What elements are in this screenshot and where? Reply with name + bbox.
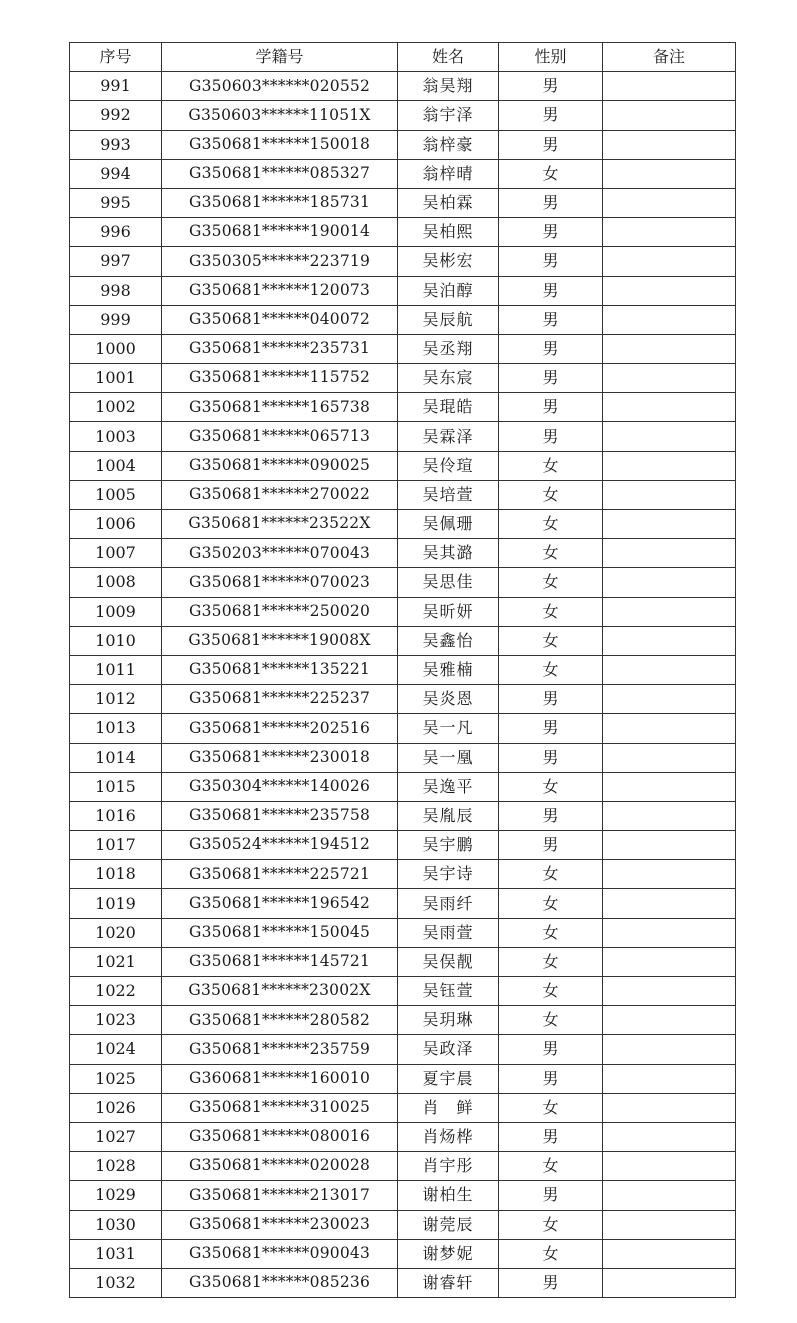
gender-cell: 女 [499,1093,603,1122]
student-id-cell: G350681******040072 [162,305,398,334]
remarks-cell [603,947,736,976]
gender-cell: 男 [499,1268,603,1297]
serial-number-cell: 1010 [70,626,162,655]
serial-number-cell: 1009 [70,597,162,626]
name-cell: 吴琨皓 [398,393,499,422]
name-cell: 吴雨纤 [398,889,499,918]
table-row [70,1064,736,1093]
gender-cell: 男 [499,1035,603,1064]
student-id-cell: G350681******225721 [162,860,398,889]
name-cell: 吴丞翔 [398,334,499,363]
student-id-cell: G350203******070043 [162,539,398,568]
gender-cell: 男 [499,72,603,101]
gender-cell: 女 [499,539,603,568]
serial-number-cell: 1022 [70,977,162,1006]
table-row [70,130,736,159]
serial-number-cell: 1025 [70,1064,162,1093]
table-row [70,655,736,684]
gender-cell: 女 [499,1239,603,1268]
table-row [70,568,736,597]
remarks-cell [603,247,736,276]
remarks-cell [603,159,736,188]
gender-cell: 女 [499,510,603,539]
serial-number-cell: 1021 [70,947,162,976]
gender-cell: 男 [499,422,603,451]
gender-cell: 男 [499,1122,603,1151]
remarks-cell [603,276,736,305]
table-row [70,860,736,889]
gender-cell: 男 [499,393,603,422]
gender-cell: 女 [499,977,603,1006]
serial-number-cell: 1031 [70,1239,162,1268]
remarks-cell [603,1122,736,1151]
table-row [70,918,736,947]
serial-number-cell: 1030 [70,1210,162,1239]
student-id-cell: G350681******235731 [162,334,398,363]
table-row [70,305,736,334]
student-id-cell: G350681******310025 [162,1093,398,1122]
remarks-cell [603,1006,736,1035]
student-id-cell: G350681******145721 [162,947,398,976]
table-body [70,72,736,1298]
remarks-cell [603,977,736,1006]
remarks-cell [603,393,736,422]
table-row [70,422,736,451]
table-row [70,72,736,101]
gender-cell: 男 [499,247,603,276]
name-cell: 肖 鲜 [398,1093,499,1122]
serial-number-cell: 993 [70,130,162,159]
remarks-cell [603,101,736,130]
gender-cell: 女 [499,918,603,947]
serial-number-cell: 1028 [70,1152,162,1181]
table-row [70,480,736,509]
student-id-cell: G350681******135221 [162,655,398,684]
remarks-cell [603,422,736,451]
student-id-cell: G350681******230018 [162,743,398,772]
remarks-cell [603,1093,736,1122]
name-cell: 吴东宸 [398,364,499,393]
serial-number-cell: 1005 [70,480,162,509]
remarks-cell [603,218,736,247]
student-id-cell: G350681******202516 [162,714,398,743]
serial-number-cell: 992 [70,101,162,130]
table-row [70,218,736,247]
remarks-cell [603,626,736,655]
remarks-cell [603,1035,736,1064]
table-row [70,1093,736,1122]
name-cell: 翁昊翔 [398,72,499,101]
student-id-cell: G360681******160010 [162,1064,398,1093]
name-cell: 翁梓晴 [398,159,499,188]
table-row [70,947,736,976]
name-cell: 吴俣靓 [398,947,499,976]
name-cell: 吴宇鹏 [398,831,499,860]
table-row [70,1152,736,1181]
name-cell: 吴彬宏 [398,247,499,276]
student-id-cell: G350681******230023 [162,1210,398,1239]
student-id-cell: G350681******090043 [162,1239,398,1268]
name-cell: 肖炀桦 [398,1122,499,1151]
serial-number-cell: 991 [70,72,162,101]
serial-number-cell: 1015 [70,772,162,801]
gender-cell: 女 [499,1006,603,1035]
table-row [70,510,736,539]
student-id-cell: G350681******280582 [162,1006,398,1035]
student-id-cell: G350524******194512 [162,831,398,860]
name-cell: 翁宇泽 [398,101,499,130]
name-cell: 谢梦妮 [398,1239,499,1268]
gender-cell: 男 [499,1064,603,1093]
remarks-cell [603,510,736,539]
student-id-cell: G350681******085236 [162,1268,398,1297]
serial-number-cell: 1001 [70,364,162,393]
remarks-cell [603,1181,736,1210]
table-row [70,1035,736,1064]
table-row [70,626,736,655]
name-cell: 吴霖泽 [398,422,499,451]
name-cell: 吴玥琳 [398,1006,499,1035]
serial-number-cell: 995 [70,188,162,217]
remarks-cell [603,772,736,801]
remarks-cell [603,451,736,480]
remarks-cell [603,1152,736,1181]
gender-cell: 男 [499,305,603,334]
table-row [70,801,736,830]
header-serial-number: 序号 [70,43,162,72]
remarks-cell [603,188,736,217]
serial-number-cell: 1020 [70,918,162,947]
name-cell: 吴昕妍 [398,597,499,626]
table-row [70,393,736,422]
student-id-cell: G350681******185731 [162,188,398,217]
gender-cell: 男 [499,831,603,860]
name-cell: 吴胤辰 [398,801,499,830]
gender-cell: 女 [499,451,603,480]
student-id-cell: G350681******213017 [162,1181,398,1210]
student-id-cell: G350681******080016 [162,1122,398,1151]
student-id-cell: G350681******19008X [162,626,398,655]
name-cell: 吴其潞 [398,539,499,568]
serial-number-cell: 1014 [70,743,162,772]
table-row [70,772,736,801]
remarks-cell [603,480,736,509]
table-row [70,1239,736,1268]
remarks-cell [603,568,736,597]
serial-number-cell: 1027 [70,1122,162,1151]
remarks-cell [603,685,736,714]
student-id-cell: G350681******270022 [162,480,398,509]
remarks-cell [603,1268,736,1297]
student-id-cell: G350305******223719 [162,247,398,276]
gender-cell: 女 [499,626,603,655]
header-gender: 性别 [499,43,603,72]
remarks-cell [603,305,736,334]
name-cell: 吴培萱 [398,480,499,509]
table-row [70,743,736,772]
gender-cell: 女 [499,568,603,597]
student-id-cell: G350681******065713 [162,422,398,451]
serial-number-cell: 997 [70,247,162,276]
table-row [70,334,736,363]
serial-number-cell: 1000 [70,334,162,363]
remarks-cell [603,714,736,743]
serial-number-cell: 1024 [70,1035,162,1064]
remarks-cell [603,889,736,918]
header-remarks: 备注 [603,43,736,72]
serial-number-cell: 1019 [70,889,162,918]
student-id-cell: G350681******165738 [162,393,398,422]
gender-cell: 女 [499,772,603,801]
serial-number-cell: 996 [70,218,162,247]
serial-number-cell: 1012 [70,685,162,714]
table-row [70,364,736,393]
student-id-cell: G350603******11051X [162,101,398,130]
gender-cell: 女 [499,655,603,684]
student-id-cell: G350681******120073 [162,276,398,305]
student-id-cell: G350681******115752 [162,364,398,393]
serial-number-cell: 1023 [70,1006,162,1035]
serial-number-cell: 1032 [70,1268,162,1297]
student-id-cell: G350681******070023 [162,568,398,597]
name-cell: 吴宇诗 [398,860,499,889]
student-id-cell: G350681******23522X [162,510,398,539]
gender-cell: 男 [499,334,603,363]
serial-number-cell: 1016 [70,801,162,830]
remarks-cell [603,334,736,363]
student-id-cell: G350681******085327 [162,159,398,188]
name-cell: 翁梓豪 [398,130,499,159]
table-row [70,1006,736,1035]
name-cell: 吴雨萱 [398,918,499,947]
student-id-cell: G350681******196542 [162,889,398,918]
serial-number-cell: 1002 [70,393,162,422]
table-row [70,1210,736,1239]
remarks-cell [603,655,736,684]
gender-cell: 男 [499,685,603,714]
gender-cell: 女 [499,480,603,509]
serial-number-cell: 1004 [70,451,162,480]
student-id-cell: G350681******090025 [162,451,398,480]
name-cell: 吴政泽 [398,1035,499,1064]
student-id-cell: G350681******250020 [162,597,398,626]
student-id-cell: G350681******150018 [162,130,398,159]
name-cell: 肖宇彤 [398,1152,499,1181]
student-id-cell: G350681******23002X [162,977,398,1006]
gender-cell: 男 [499,364,603,393]
remarks-cell [603,597,736,626]
remarks-cell [603,801,736,830]
table-row [70,977,736,1006]
table-row [70,714,736,743]
remarks-cell [603,1210,736,1239]
remarks-cell [603,539,736,568]
name-cell: 吴辰航 [398,305,499,334]
table-row [70,159,736,188]
serial-number-cell: 1007 [70,539,162,568]
table-header [70,43,736,72]
gender-cell: 女 [499,889,603,918]
table-row [70,889,736,918]
remarks-cell [603,831,736,860]
table-row [70,1181,736,1210]
name-cell: 谢睿轩 [398,1268,499,1297]
gender-cell: 男 [499,188,603,217]
name-cell: 吴泊醇 [398,276,499,305]
remarks-cell [603,1064,736,1093]
remarks-cell [603,72,736,101]
gender-cell: 男 [499,218,603,247]
gender-cell: 男 [499,130,603,159]
name-cell: 吴思佳 [398,568,499,597]
serial-number-cell: 1006 [70,510,162,539]
serial-number-cell: 1017 [70,831,162,860]
serial-number-cell: 994 [70,159,162,188]
serial-number-cell: 1013 [70,714,162,743]
table-row [70,188,736,217]
remarks-cell [603,860,736,889]
serial-number-cell: 1008 [70,568,162,597]
table-row [70,247,736,276]
table-row [70,597,736,626]
name-cell: 吴钰萱 [398,977,499,1006]
student-id-cell: G350681******235759 [162,1035,398,1064]
serial-number-cell: 1003 [70,422,162,451]
header-student-id: 学籍号 [162,43,398,72]
student-id-cell: G350681******225237 [162,685,398,714]
name-cell: 吴鑫怡 [398,626,499,655]
table-row [70,101,736,130]
name-cell: 吴炎恩 [398,685,499,714]
gender-cell: 女 [499,1210,603,1239]
gender-cell: 女 [499,159,603,188]
serial-number-cell: 1011 [70,655,162,684]
name-cell: 夏宇晨 [398,1064,499,1093]
remarks-cell [603,1239,736,1268]
remarks-cell [603,130,736,159]
student-id-cell: G350304******140026 [162,772,398,801]
name-cell: 吴伶瑄 [398,451,499,480]
name-cell: 吴雅楠 [398,655,499,684]
gender-cell: 男 [499,743,603,772]
student-id-cell: G350603******020552 [162,72,398,101]
gender-cell: 女 [499,860,603,889]
serial-number-cell: 998 [70,276,162,305]
gender-cell: 女 [499,947,603,976]
remarks-cell [603,364,736,393]
table-row [70,451,736,480]
header-name: 姓名 [398,43,499,72]
student-roster-table [69,42,736,1298]
serial-number-cell: 1029 [70,1181,162,1210]
name-cell: 吴柏霖 [398,188,499,217]
serial-number-cell: 999 [70,305,162,334]
student-id-cell: G350681******150045 [162,918,398,947]
gender-cell: 女 [499,597,603,626]
gender-cell: 男 [499,801,603,830]
gender-cell: 男 [499,1181,603,1210]
name-cell: 吴一凡 [398,714,499,743]
remarks-cell [603,743,736,772]
name-cell: 谢柏生 [398,1181,499,1210]
serial-number-cell: 1018 [70,860,162,889]
table-row [70,276,736,305]
gender-cell: 男 [499,714,603,743]
table-row [70,1122,736,1151]
name-cell: 吴逸平 [398,772,499,801]
name-cell: 谢莞辰 [398,1210,499,1239]
table-row [70,1268,736,1297]
gender-cell: 女 [499,1152,603,1181]
name-cell: 吴柏熙 [398,218,499,247]
table-row [70,685,736,714]
gender-cell: 男 [499,101,603,130]
name-cell: 吴佩珊 [398,510,499,539]
student-id-cell: G350681******235758 [162,801,398,830]
student-id-cell: G350681******190014 [162,218,398,247]
serial-number-cell: 1026 [70,1093,162,1122]
table-row [70,831,736,860]
table-row [70,539,736,568]
name-cell: 吴一凰 [398,743,499,772]
gender-cell: 男 [499,276,603,305]
header-row [70,43,736,72]
remarks-cell [603,918,736,947]
student-id-cell: G350681******020028 [162,1152,398,1181]
